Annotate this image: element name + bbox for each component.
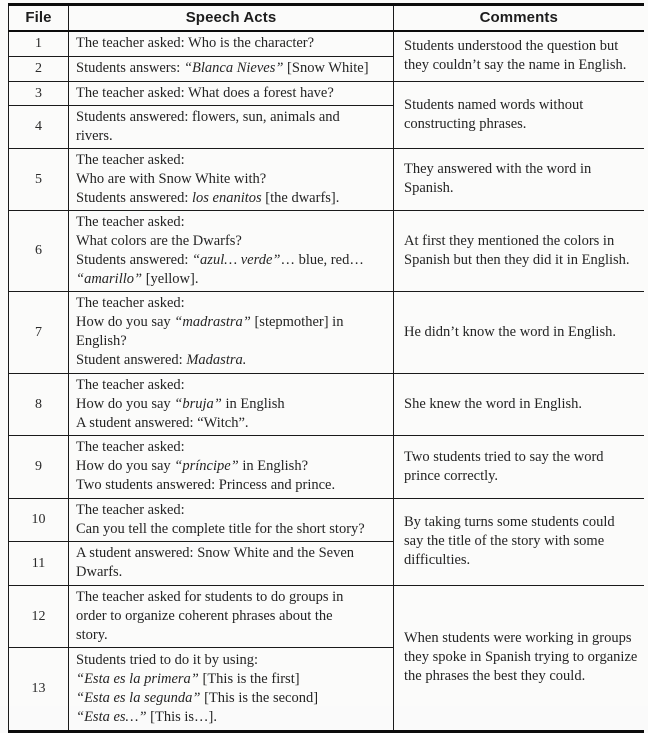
text-segment: story. (76, 626, 108, 643)
comment-cell: They answered with the word in Spanish. (394, 148, 644, 210)
text-segment: The teacher asked: (76, 295, 185, 311)
speech-line (76, 170, 391, 189)
table-row (9, 210, 644, 291)
text-segment: How do you say (76, 314, 175, 330)
comment-cell: By taking turns some students could say the title of the story with some difficulties. (394, 498, 644, 585)
file-number: 9 (9, 435, 69, 498)
text-segment: A student answered: “Witch”. (76, 414, 249, 431)
text-segment: [the dwarfs]. (261, 189, 340, 206)
header-row (9, 5, 644, 32)
comment-cell: Students understood the question but they couldn’t say the name in English. (394, 31, 644, 81)
text-segment: The teacher asked: (76, 501, 185, 518)
speech-line (76, 59, 391, 78)
speech-line (76, 34, 391, 53)
speech-act-cell (69, 56, 394, 81)
text-segment: “amarillo” (76, 270, 143, 287)
speech-act-cell (69, 373, 394, 435)
text-segment: Students answered: (76, 251, 192, 268)
text-segment: … blue, red… (280, 251, 364, 268)
text-segment: in English? (238, 458, 309, 474)
file-number: 8 (9, 373, 69, 435)
speech-line (76, 251, 391, 270)
text-segment: The teacher asked: (76, 151, 185, 168)
text-segment: Who are with Snow White with? (76, 170, 267, 187)
text-segment: How do you say (76, 395, 175, 412)
speech-line (76, 563, 391, 582)
text-segment: [This is the second] (200, 689, 319, 706)
table-row (9, 148, 644, 210)
text-segment: The teacher asked: (76, 439, 185, 455)
text-segment: The teacher asked: (76, 376, 185, 393)
file-number: 13 (9, 647, 69, 731)
text-segment: Student answered: (76, 352, 187, 368)
speech-line (76, 588, 391, 607)
file-number: 3 (9, 81, 69, 105)
column-header-speech-acts: Speech Acts (69, 5, 394, 32)
speech-line (76, 232, 391, 251)
text-segment: “Esta es la primera” (76, 670, 199, 687)
table-row (9, 373, 644, 435)
file-number: 11 (9, 541, 69, 585)
table-row (9, 81, 644, 105)
text-segment: order to organize coherent phrases about the (76, 607, 333, 624)
speech-act-cell (69, 81, 394, 105)
speech-act-cell (69, 585, 394, 647)
text-segment: Can you tell the complete title for the short story? (76, 520, 365, 537)
text-segment: “azul… verde” (191, 251, 281, 268)
speech-act-cell (69, 291, 394, 373)
comment-cell: She knew the word in English. (394, 373, 644, 435)
text-segment: “bruja” (174, 395, 222, 412)
text-segment: Two students answered: Princess and prince. (76, 477, 336, 493)
text-segment: “Esta es la segunda” (76, 689, 201, 706)
text-segment: Students answered: flowers, sun, animals and (76, 108, 340, 125)
speech-line (76, 607, 391, 626)
text-segment: “madrastra” (174, 314, 251, 330)
speech-act-cell (69, 435, 394, 498)
text-segment: Madastra. (186, 352, 247, 368)
speech-line (76, 108, 391, 127)
file-number: 12 (9, 585, 69, 647)
speech-line (76, 332, 391, 351)
speech-line (76, 651, 391, 670)
text-segment: The teacher asked for students to do groups in (76, 588, 344, 605)
speech-line (76, 689, 391, 708)
table-row (9, 291, 644, 373)
text-segment: los enanitos (191, 189, 262, 206)
text-segment: The teacher asked: Who is the character? (76, 35, 315, 52)
column-header-file: File (9, 5, 69, 32)
speech-acts-table (8, 3, 644, 733)
speech-line (76, 708, 391, 727)
speech-act-cell (69, 541, 394, 585)
text-segment: in English (221, 395, 285, 412)
text-segment: “Blanca Nieves” (183, 60, 284, 76)
file-number: 4 (9, 105, 69, 148)
text-segment: “príncipe” (174, 458, 239, 474)
speech-line (76, 626, 391, 645)
text-segment: How do you say (76, 458, 175, 474)
text-segment: The teacher asked: What does a forest have? (76, 84, 334, 101)
speech-line (76, 294, 391, 313)
text-segment: [Snow White] (283, 60, 369, 76)
speech-act-cell (69, 148, 394, 210)
speech-line (76, 351, 391, 370)
speech-act-cell (69, 647, 394, 731)
comment-cell: At first they mentioned the colors in Spanish but then they did it in English. (394, 210, 644, 291)
text-segment: Students tried to do it by using: (76, 651, 259, 668)
text-segment: rivers. (76, 127, 113, 144)
table-row (9, 435, 644, 498)
speech-act-cell (69, 210, 394, 291)
table-row (9, 498, 644, 541)
speech-act-cell (69, 105, 394, 148)
speech-line (76, 501, 391, 520)
speech-line (76, 270, 391, 289)
speech-line (76, 457, 391, 476)
speech-line (76, 213, 391, 232)
text-segment: A student answered: Snow White and the Seven (76, 545, 354, 561)
speech-line (76, 376, 391, 395)
comment-cell: Two students tried to say the word prince correctly. (394, 435, 644, 498)
text-segment: Students answered: (76, 189, 192, 206)
text-segment: “Esta es…” (76, 708, 147, 725)
comment-cell: He didn’t know the word in English. (394, 291, 644, 373)
text-segment: English? (76, 333, 127, 349)
speech-line (76, 395, 391, 414)
speech-line (76, 127, 391, 146)
file-number: 10 (9, 498, 69, 541)
speech-line (76, 84, 391, 103)
file-number: 2 (9, 56, 69, 81)
speech-line (76, 151, 391, 170)
speech-line (76, 313, 391, 332)
file-number: 6 (9, 210, 69, 291)
speech-line (76, 520, 391, 539)
text-segment: [stepmother] in (250, 314, 344, 330)
text-segment: Dwarfs. (76, 564, 123, 580)
comment-cell: When students were working in groups they spoke in Spanish trying to organize the phrases the best they could. (394, 585, 644, 731)
text-segment: [yellow]. (142, 270, 199, 287)
text-segment: What colors are the Dwarfs? (76, 232, 242, 249)
speech-line (76, 670, 391, 689)
text-segment: Students answers: (76, 60, 184, 76)
file-number: 7 (9, 291, 69, 373)
speech-line (76, 544, 391, 563)
speech-act-cell (69, 31, 394, 56)
column-header-comments: Comments (394, 5, 644, 32)
speech-line (76, 438, 391, 457)
text-segment: The teacher asked: (76, 213, 185, 230)
file-number: 5 (9, 148, 69, 210)
table-row (9, 31, 644, 56)
speech-act-cell (69, 498, 394, 541)
table-row (9, 585, 644, 647)
text-segment: [This is the first] (198, 670, 300, 687)
speech-line (76, 189, 391, 208)
comment-cell: Students named words without constructing phrases. (394, 81, 644, 148)
speech-line (76, 414, 391, 433)
speech-line (76, 476, 391, 495)
table-body (9, 31, 644, 731)
file-number: 1 (9, 31, 69, 56)
text-segment: [This is…]. (146, 708, 217, 725)
